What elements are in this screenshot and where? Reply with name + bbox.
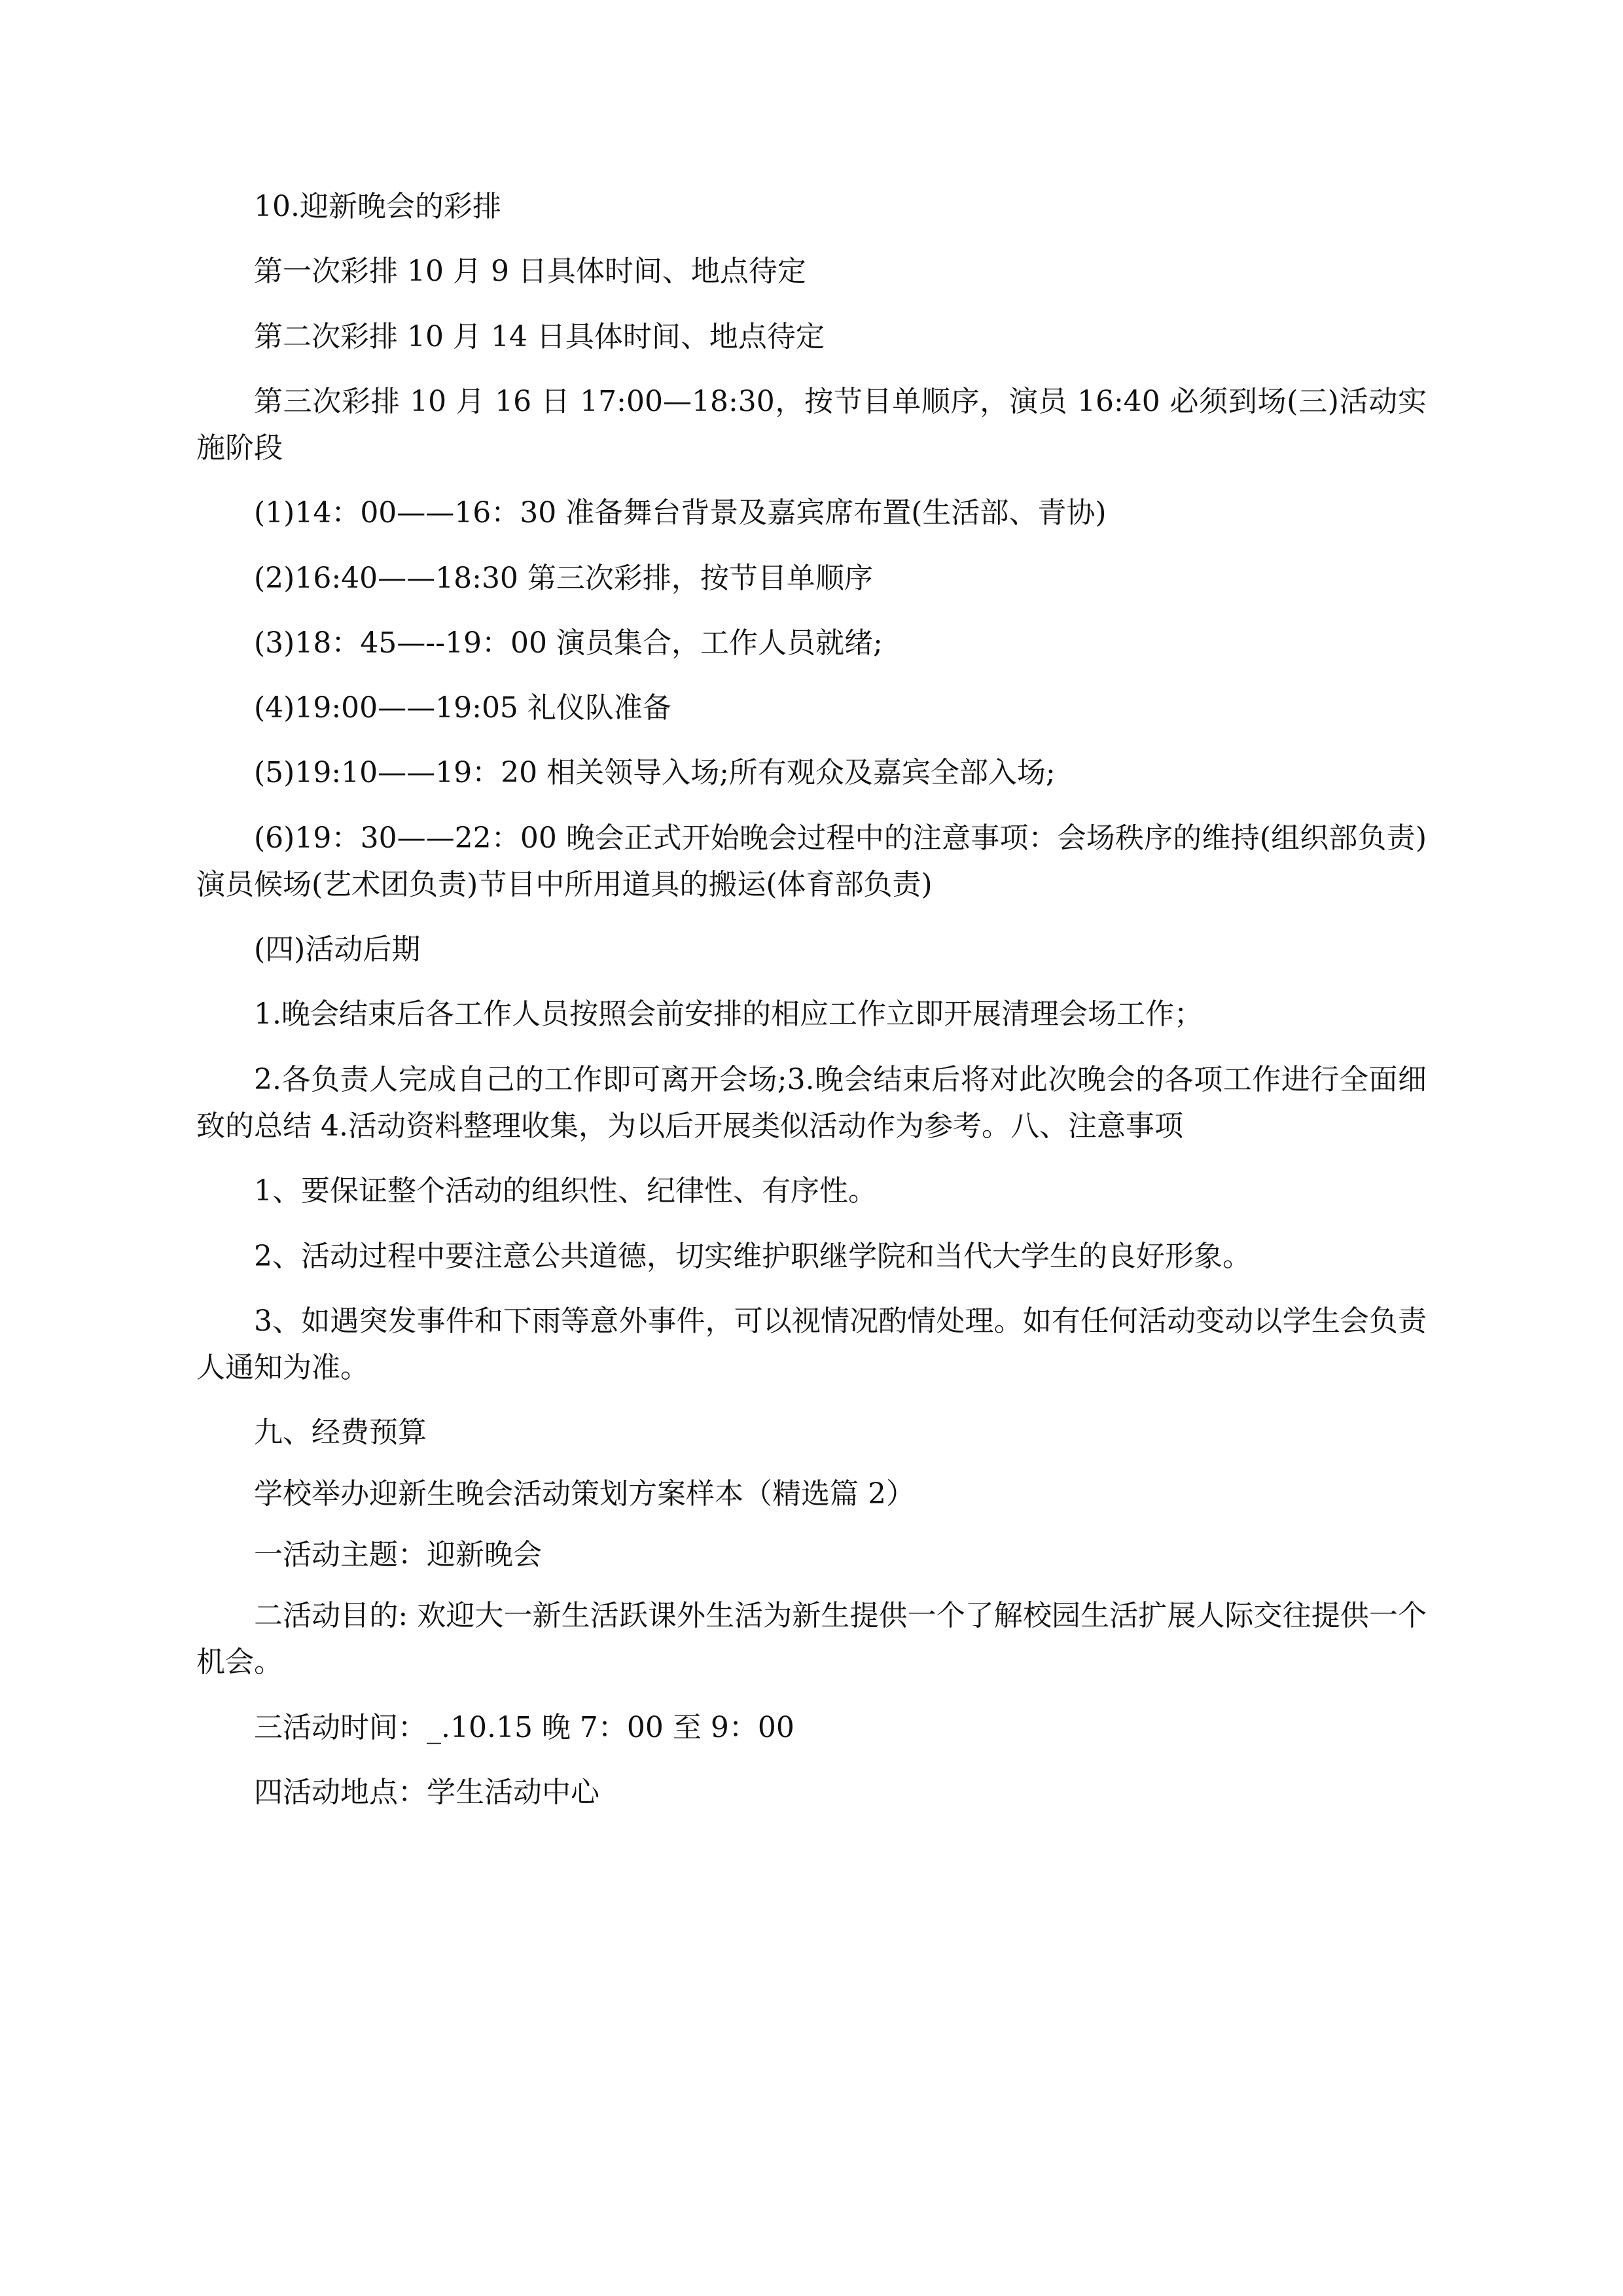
paragraph: 3、如遇突发事件和下雨等意外事件，可以视情况酌情处理。如有任何活动变动以学生会负责人通知为准。 [196,1304,1427,1385]
paragraph: 1.晚会结束后各工作人员按照会前安排的相应工作立即开展清理会场工作； [254,997,1203,1031]
paragraph: (3)18：45—--19：00 演员集合，工作人员就绪; [254,626,883,660]
paragraph: 九、经费预算 [254,1416,427,1450]
document-body [196,183,1427,1816]
paragraph: (4)19:00——19:05 礼仪队准备 [254,691,671,725]
paragraph: 2.各负责人完成自己的工作即可离开会场;3.晚会结束后将对此次晚会的各项工作进行全面细致的总结 4.活动资料整理收集，为以后开展类似活动作为参考。八、注意事项 [196,1062,1427,1143]
paragraph: (5)19:10——19：20 相关领导入场;所有观众及嘉宾全部入场; [254,756,1056,790]
paragraph: (6)19：30——22：00 晚会正式开始晚会过程中的注意事项：会场秩序的维持(组织部负责)演员候场(艺术团负责)节目中所用道具的搬运(体育部负责) [196,821,1427,901]
paragraph: 学校举办迎新生晚会活动策划方案样本（精选篇 2） [254,1477,915,1511]
paragraph: 第三次彩排 10 月 16 日 17:00—18:30，按节目单顺序，演员 16:40 必须到场(三)活动实施阶段 [196,384,1427,465]
paragraph: (2)16:40——18:30 第三次彩排，按节目单顺序 [254,561,873,595]
paragraph: 1、要保证整个活动的组织性、纪律性、有序性。 [254,1174,877,1208]
paragraph: 二活动目的: 欢迎大一新生活跃课外生活为新生提供一个了解校园生活扩展人际交往提供一个机会。 [196,1599,1427,1679]
paragraph: 三活动时间：_.10.15 晚 7：00 至 9：00 [254,1710,794,1744]
paragraph: 四活动地点：学生活动中心 [254,1775,599,1809]
paragraph: 2、活动过程中要注意公共道德，切实维护职继学院和当代大学生的良好形象。 [254,1239,1251,1273]
paragraph: 一活动主题：迎新晚会 [254,1537,542,1571]
paragraph: (四)活动后期 [254,933,421,967]
paragraph: 第一次彩排 10 月 9 日具体时间、地点待定 [254,255,806,289]
paragraph: 10.迎新晚会的彩排 [254,190,501,223]
paragraph: (1)14：00——16：30 准备舞台背景及嘉宾席布置(生活部、青协) [254,496,1107,530]
paragraph: 第二次彩排 10 月 14 日具体时间、地点待定 [254,319,825,353]
